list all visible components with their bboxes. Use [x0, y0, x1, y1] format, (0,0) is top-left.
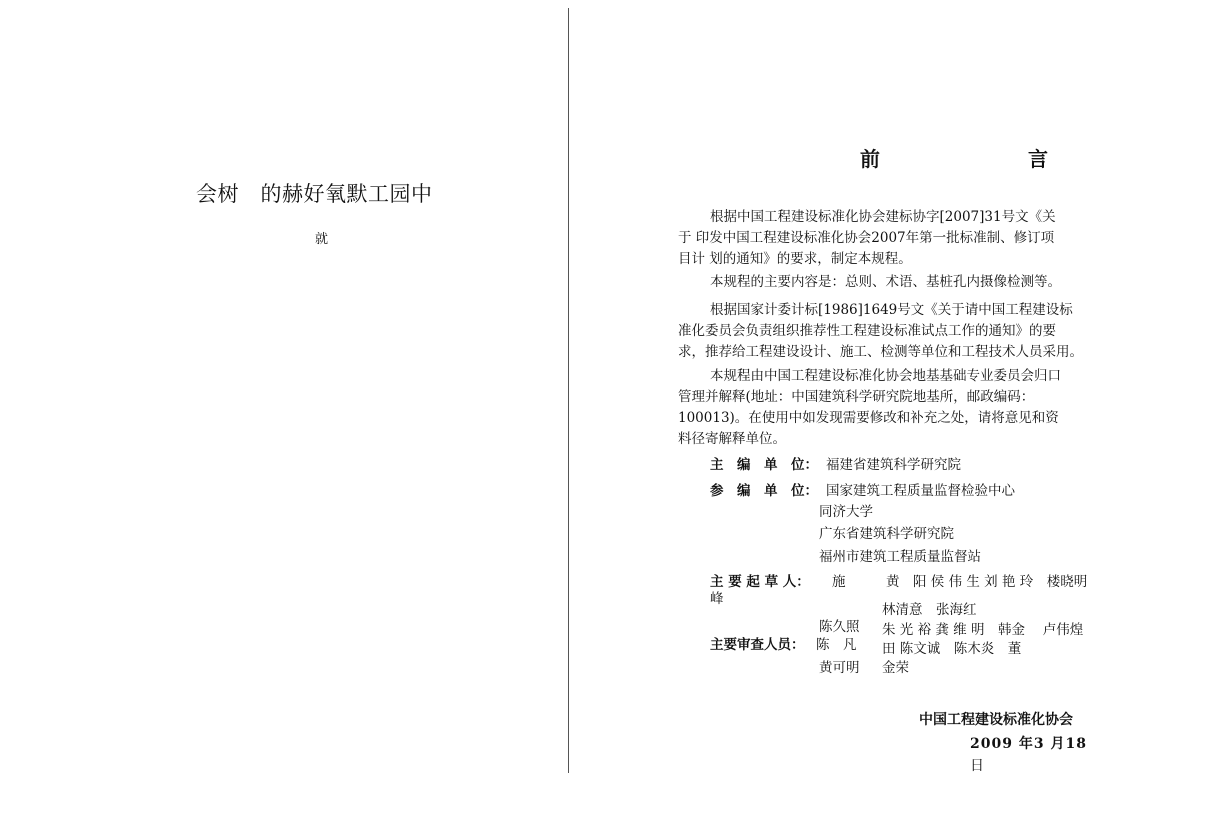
- left-page-title: 会树 的赫好氧默工园中: [196, 182, 433, 206]
- issue-date-day: 日: [970, 758, 984, 774]
- reviewers-label: 主要审查人员：: [710, 637, 805, 653]
- paragraph-4-line-3: 100013)。在使用中如发现需要修改和补充之处，请将意见和资: [678, 410, 1059, 426]
- reviewers-line-1: 朱 光 裕 龚 维 明 韩金 卢伟煌: [882, 622, 1084, 638]
- preface-heading: 前 言: [860, 147, 1084, 171]
- paragraph-1-line-2: 于 印发中国工程建设标准化协会2007年第一批标准制、修订项: [678, 230, 1055, 246]
- paragraph-4-line-4: 料径寄解释单位。: [678, 431, 786, 447]
- paragraph-1-line-1: 根据中国工程建设标准化协会建标协字[2007]31号文《关: [710, 209, 1056, 225]
- paragraph-4-line-1: 本规程由中国工程建设标准化协会地基基础专业委员会归口: [710, 368, 1061, 384]
- paragraph-2: [678, 272, 1126, 293]
- reviewers-b: 黄可明: [819, 660, 860, 676]
- chief-unit-label: 主 编 单 位：: [710, 457, 818, 473]
- drafters-line-1b: 峰: [710, 591, 724, 607]
- reviewers-line-2: 田 陈文诚 陈木炎 董: [882, 641, 1022, 657]
- participant-unit-4: 福州市建筑工程质量监督站: [819, 549, 981, 565]
- participant-unit-label: 参 编 单 位：: [710, 483, 818, 499]
- participant-unit-2: 同济大学: [819, 504, 873, 520]
- left-page-subtitle: 就: [315, 232, 329, 247]
- paragraph-1-line-3: 目计 划的通知》的要求，制定本规程。: [678, 251, 912, 267]
- paragraph-1: [678, 207, 1126, 270]
- drafters-line-2: 林清意 张海红: [882, 602, 977, 618]
- drafters-line-1: 施 黄 阳 侯 伟 生 刘 艳 玲 楼晓明: [832, 574, 1088, 590]
- paragraph-2-line-1: 本规程的主要内容是：总则、术语、基桩孔内摄像检测等。: [710, 274, 1061, 290]
- issue-date: 2009 年3 月18: [970, 736, 1087, 752]
- paragraph-3-line-2: 准化委员会负责组织推荐性工程建设标准试点工作的通知》的要: [678, 323, 1056, 339]
- paragraph-3-line-1: 根据国家计委计标[1986]1649号文《关于请中国工程建设标: [710, 302, 1073, 318]
- reviewers-line-3: 金荣: [882, 660, 909, 676]
- issuing-organization: 中国工程建设标准化协会: [919, 712, 1073, 728]
- participant-unit-3: 广东省建筑科学研究院: [819, 526, 954, 542]
- paragraph-3-line-3: 求，推荐给工程建设设计、施工、检测等单位和工程技术人员采用。: [678, 344, 1083, 360]
- chief-unit-value: 福建省建筑科学研究院: [826, 457, 961, 473]
- reviewers-a: 陈 凡: [816, 637, 857, 653]
- drafters-label: 主 要 起 草 人：: [710, 574, 810, 590]
- page-divider: [568, 8, 569, 773]
- paragraph-4: [678, 366, 1126, 450]
- paragraph-3: [678, 300, 1126, 363]
- reviewers-pre: 陈久照: [819, 619, 860, 635]
- participant-unit-1: 国家建筑工程质量监督检验中心: [826, 483, 1015, 499]
- paragraph-4-line-2: 管理并解释(地址：中国建筑科学研究院地基所，邮政编码：: [678, 389, 1035, 405]
